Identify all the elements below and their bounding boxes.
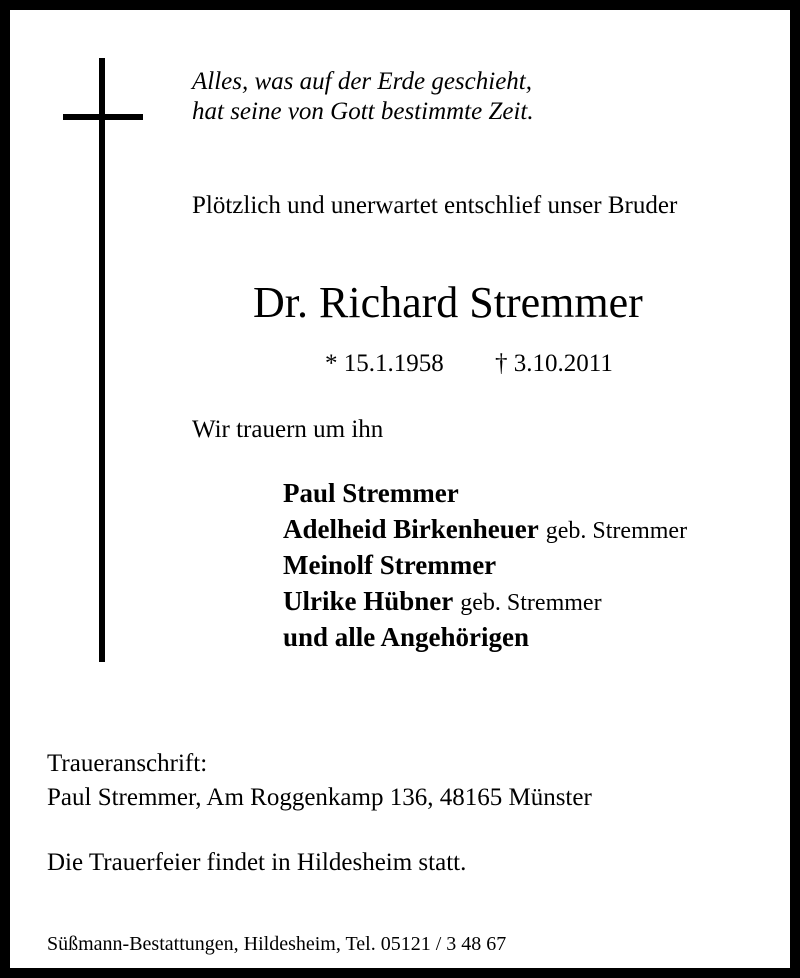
death-date: † 3.10.2011 <box>495 350 613 377</box>
relative-name <box>283 552 496 579</box>
relative-name-text: Meinolf Stremmer <box>283 550 497 580</box>
quote-line-1: Alles, was auf der Erde geschieht, <box>192 68 532 95</box>
intro-text: Plötzlich und unerwartet entschlief unser Bruder <box>192 192 678 219</box>
relative-name <box>283 480 459 507</box>
relative-name-text: Adelheid Birkenheuer <box>283 514 539 544</box>
maiden-name: geb. Stremmer <box>545 518 688 544</box>
address-heading: Traueranschrift: <box>47 750 208 777</box>
relative-name <box>283 516 687 543</box>
maiden-name: geb. Stremmer <box>460 590 602 616</box>
cross-icon <box>99 58 105 662</box>
relative-name-text: Ulrike Hübner <box>283 586 454 616</box>
mourning-line: Wir trauern um ihn <box>192 416 384 443</box>
cross-icon-bar <box>63 114 143 120</box>
undertaker-line: Süßmann-Bestattungen, Hildesheim, Tel. 05121 / 3 48 67 <box>47 933 507 955</box>
birth-date: * 15.1.1958 <box>325 350 444 377</box>
ceremony-note: Die Trauerfeier findet in Hildesheim statt. <box>47 849 467 876</box>
deceased-name: Dr. Richard Stremmer <box>253 278 643 327</box>
relative-name-text: und alle Angehörigen <box>283 622 530 652</box>
relative-name <box>283 588 602 615</box>
quote-line-2: hat seine von Gott bestimmte Zeit. <box>192 98 534 125</box>
address-line: Paul Stremmer, Am Roggenkamp 136, 48165 Münster <box>47 784 592 811</box>
relative-name-text: Paul Stremmer <box>283 478 459 508</box>
relative-name <box>283 624 529 651</box>
